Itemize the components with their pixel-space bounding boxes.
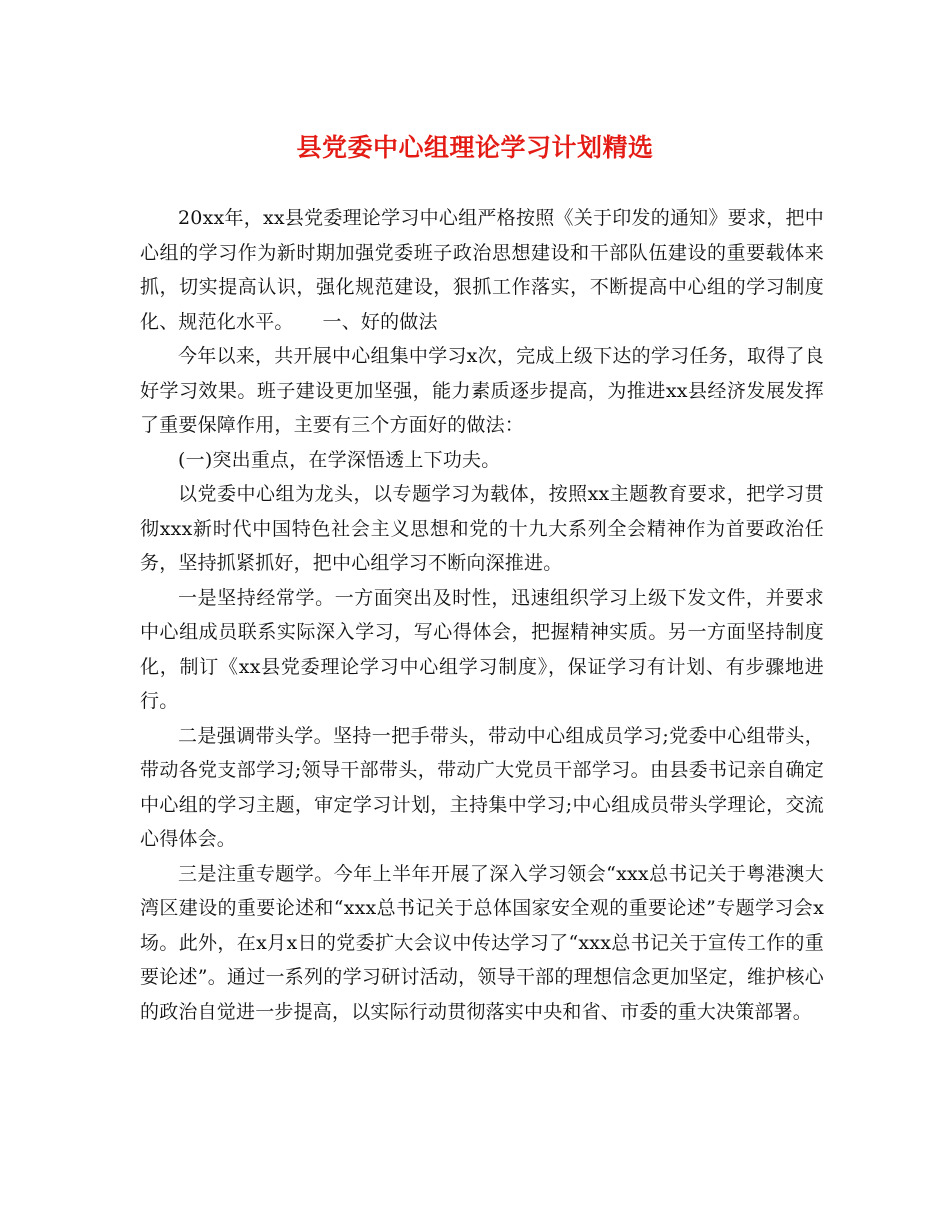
paragraph-focus: 以党委中心组为龙头，以专题学习为载体，按照xx主题教育要求，把学习贯彻xxx新时代中国特色社会主义思想和党的十九大系列全会精神作为首要政治任务，坚持抓紧抓好，把中心组学习不断向深推进。 xyxy=(140,483,824,574)
document-body xyxy=(140,201,824,1029)
paragraph-intro: 20xx年，xx县党委理论学习中心组严格按照《关于印发的通知》要求，把中心组的学习作为新时期加强党委班子政治思想建设和干部队伍建设的重要载体来抓，切实提高认识，强化规范建设，狠抓工作落实，不断提高中心组的学习制度化、规范化水平。 一、好的做法 xyxy=(140,207,824,333)
paragraph-regular-study: 一是坚持经常学。一方面突出及时性，迅速组织学习上级下发文件，并要求中心组成员联系实际深入学习，写心得体会，把握精神实质。另一方面坚持制度化，制订《xx县党委理论学习中心组学习制度》，保证学习有计划、有步骤地进行。 xyxy=(140,586,824,712)
paragraph-lead-study: 二是强调带头学。坚持一把手带头，带动中心组成员学习;党委中心组带头，带动各党支部学习;领导干部带头，带动广大党员干部学习。由县委书记亲自确定中心组的学习主题，审定学习计划，主持集中学习;中心组成员带头学理论，交流心得体会。 xyxy=(140,724,824,850)
paragraph-topic-study: 三是注重专题学。今年上半年开展了深入学习领会“xxx总书记关于粤港澳大湾区建设的重要论述和“xxx总书记关于总体国家安全观的重要论述”专题学习会x场。此外，在x月x日的党委扩大会议中传达学习了“xxx总书记关于宣传工作的重要论述”。通过一系列的学习研讨活动，领导干部的理想信念更加坚定，维护核心的政治自觉进一步提高，以实际行动贯彻落实中央和省、市委的重大决策部署。 xyxy=(140,862,824,1023)
document-title: 县党委中心组理论学习计划精选 xyxy=(296,133,654,162)
paragraph-overview: 今年以来，共开展中心组集中学习x次，完成上级下达的学习任务，取得了良好学习效果。班子建设更加坚强，能力素质逐步提高，为推进xx县经济发展发挥了重要保障作用，主要有三个方面好的做法： xyxy=(140,345,824,436)
section-heading: (一)突出重点，在学深悟透上下功夫。 xyxy=(178,448,501,471)
